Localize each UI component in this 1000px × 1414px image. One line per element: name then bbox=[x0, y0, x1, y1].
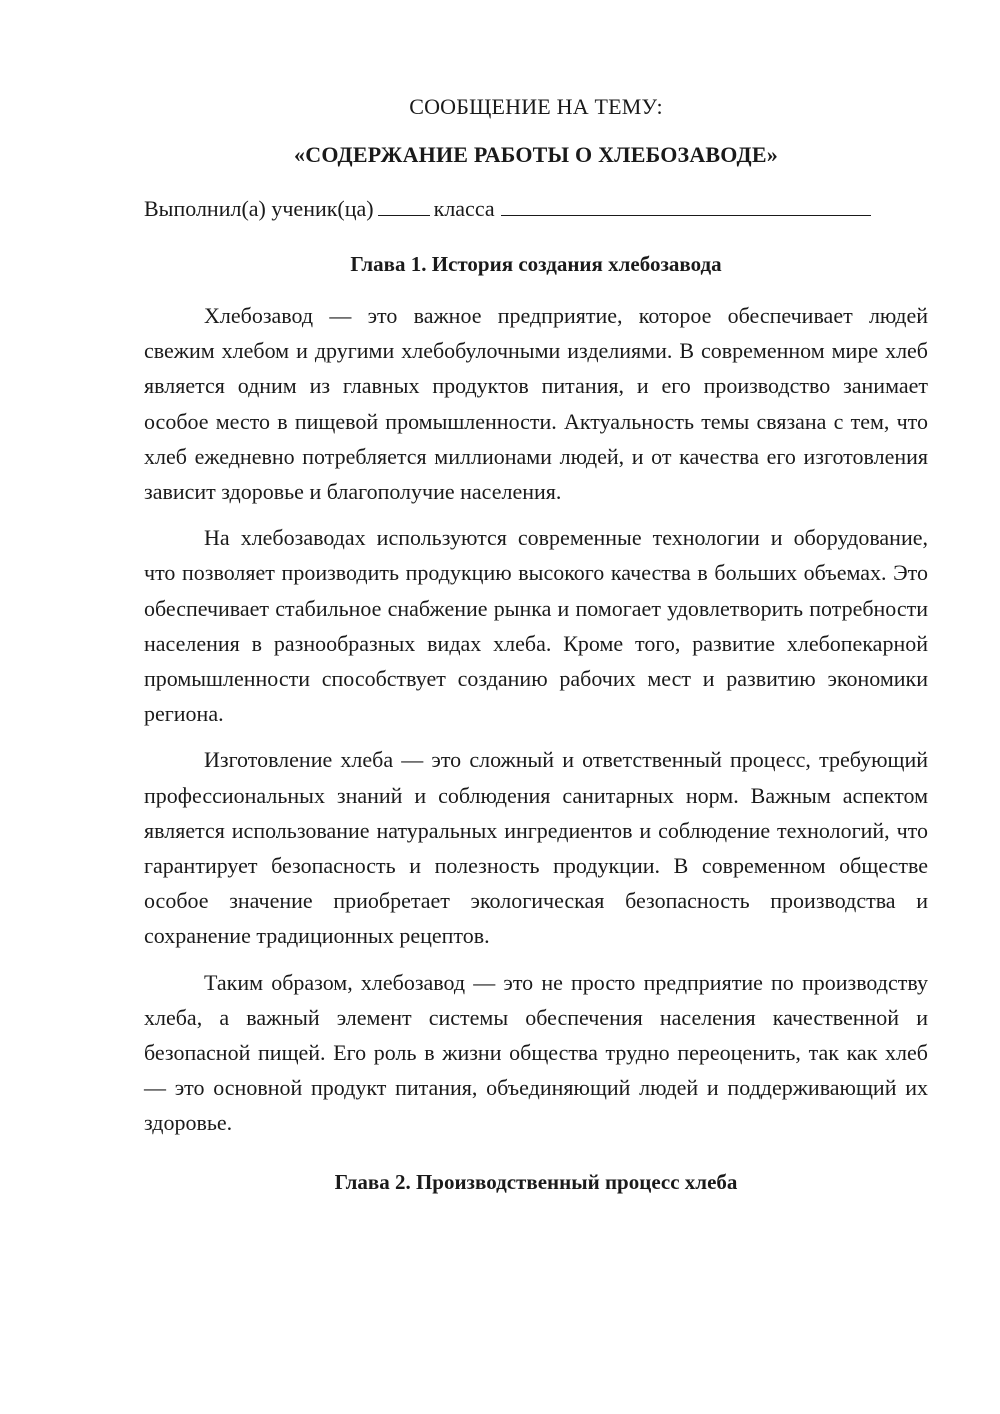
chapter-1-heading: Глава 1. История создания хлебозавода bbox=[350, 252, 722, 276]
document-subject-line: СООБЩЕНИЕ НА ТЕМУ: bbox=[409, 94, 663, 119]
grade-blank-field bbox=[378, 193, 430, 216]
document-title: «СОДЕРЖАНИЕ РАБОТЫ О ХЛЕБОЗАВОДЕ» bbox=[294, 142, 778, 167]
class-label: класса bbox=[433, 196, 495, 221]
paragraph: Таким образом, хлебозавод — это не просто предприятие по производству хлеба, а важный элемент системы обеспечения населения качественной и безопасной пищей. Его роль в жизни общества трудно переоценить, так как хлеб — это основной продукт питания, объединяющий людей и поддерживающий их здоровье. bbox=[144, 969, 928, 1136]
chapter-2-heading: Глава 2. Производственный процесс хлеба bbox=[334, 1169, 738, 1194]
paragraph: Изготовление хлеба — это сложный и ответственный процесс, требующий профессиональных знаний и соблюдения санитарных норм. Важным аспектом является использование натуральных ингредиентов и соблюдение технологий, что гарантирует безопасность и полезность продукции. В современном обществе особое значение приобретает экологическая безопасность производства и сохранение традиционных рецептов. bbox=[144, 747, 928, 949]
school-blank-field bbox=[501, 193, 871, 216]
paragraph: Хлебозавод — это важное предприятие, которое обеспечивает людей свежим хлебом и другими хлебобулочными изделиями. В современном мире хлеб является одним из главных продуктов питания, и его производство занимает особое место в пищевой промышленности. Актуальность темы связана с тем, что хлеб ежедневно потребляется миллионами людей, и от качества его изготовления зависит здоровье и благополучие населения. bbox=[144, 303, 928, 505]
author-line bbox=[144, 193, 928, 224]
author-prefix: Выполнил(а) ученик(ца) bbox=[144, 196, 374, 221]
document-page bbox=[144, 92, 928, 1197]
paragraph: На хлебозаводах используются современные технологии и оборудование, что позволяет производить продукцию высокого качества в больших объемах. Это обеспечивает стабильное снабжение рынка и помогает удовлетворить потребности населения в разнообразных видах хлеба. Кроме того, развитие хлебопекарной промышленности способствует созданию рабочих мест и развитию экономики региона. bbox=[144, 525, 928, 727]
